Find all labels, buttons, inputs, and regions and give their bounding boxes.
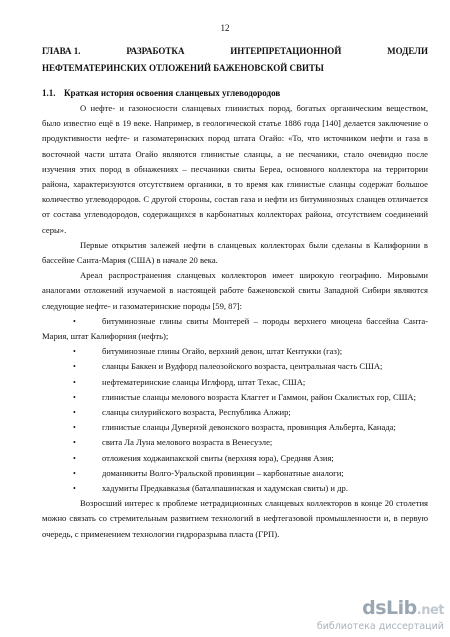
paragraph: О нефте- и газоносности сланцевых глинистых пород, богатых органическим веществом, было известно ещё в 19 веке. Например, в геологической статье 1886 года [140] делается заключение о продуктивности нефте- и газоматеринских пород штата Огайо: «То, что источником нефти и газа в восточной части штата Огайо являются глинистые сланцы, а не песчаники, стало очевидно после изучения этих пород в обнажениях – песчаники свиты Береа, основного коллектора на территории района, характеризуются отсутствием органики, в то время как глинистые сланцы содержат большое количество углеводородов. С другой стороны, состав газа и нефти из битуминозных сланцев отличается от состава углеводородов, содержащихся в карбонатных коллекторах района, отсутствием соединений серы». bbox=[42, 103, 428, 235]
list-item-text: глинистые сланцы Дувернэй девонского возраста, провинция Альберта, Канада; bbox=[102, 422, 396, 433]
list-item-text: свита Ла Луна мелового возраста в Венесуэле; bbox=[102, 437, 273, 448]
list-item bbox=[42, 466, 428, 481]
list-item-text: хадумиты Предкавказья (баталпашинская и хадумская свиты) и др. bbox=[102, 483, 348, 494]
bullet-icon: • bbox=[73, 377, 76, 387]
list-item-text: битуминозные глины Огайо, верхний девон, штат Кентукки (газ); bbox=[102, 346, 343, 357]
section-heading bbox=[42, 88, 280, 98]
list-item bbox=[42, 314, 428, 344]
bullet-icon: • bbox=[73, 392, 76, 402]
bullet-icon: • bbox=[73, 423, 76, 433]
paragraph: Первые открытия залежей нефти в сланцевых коллекторах были сделаны в Калифорнии в бассейне Санта-Мария (США) в начале 20 века. bbox=[42, 239, 428, 266]
body-text bbox=[42, 101, 428, 542]
list-item-text: глинистые сланцы мелового возраста Клаггет и Гаммон, район Скалистых гор, США; bbox=[102, 391, 417, 402]
list-item bbox=[42, 420, 428, 435]
chapter-title-word: ИНТЕРПРЕТАЦИОННОЙ bbox=[230, 46, 342, 56]
list-item-text: отложения ходжаипакской свиты (верхняя юра), Средняя Азия; bbox=[102, 452, 334, 463]
list-item bbox=[42, 375, 428, 390]
chapter-title-word: РАЗРАБОТКА bbox=[126, 46, 185, 56]
logo-suffix-text: .net bbox=[416, 603, 444, 618]
bullet-icon: • bbox=[73, 438, 76, 448]
list-item bbox=[42, 390, 428, 405]
chapter-heading-line2: НЕФТЕМАТЕРИНСКИХ ОТЛОЖЕНИЙ БАЖЕНОВСКОЙ СВИТЫ bbox=[42, 63, 324, 73]
list-item-text: сланцы Баккен и Вудфорд палеозойского возраста, центральная часть США; bbox=[102, 361, 383, 372]
bullet-icon: • bbox=[73, 484, 76, 494]
paragraph: Возросший интерес к проблеме нетрадиционных сланцевых коллекторов в конце 20 столетия можно связать со стремительным развитием технологий в нефтегазовой промышленности и, в первую очередь, с применением технологии гидроразрыва пласта (ГРП). bbox=[42, 498, 428, 539]
list-item bbox=[42, 359, 428, 374]
bullet-icon: • bbox=[73, 408, 76, 418]
chapter-heading-line1 bbox=[42, 46, 428, 56]
bullet-icon: • bbox=[73, 468, 76, 478]
list-item bbox=[42, 481, 428, 496]
list-item bbox=[42, 451, 428, 466]
section-number: 1.1. bbox=[42, 88, 56, 98]
watermark-subtitle: библиотека диссертаций bbox=[316, 621, 444, 632]
page-number: 12 bbox=[220, 23, 230, 33]
chapter-title-word: МОДЕЛИ bbox=[387, 46, 428, 56]
list-item-text: битуминозные глины свиты Монтерей – породы верхнего миоцена бассейна Санта-Мария, штат Калифорния (нефть); bbox=[42, 315, 428, 342]
list-item-text: нефтематеринские сланцы Иглфорд, штат Техас, США; bbox=[102, 376, 306, 387]
site-watermark bbox=[314, 597, 444, 635]
bullet-icon: • bbox=[73, 347, 76, 357]
bullet-icon: • bbox=[73, 316, 76, 326]
list-item-text: сланцы силурийского возраста, Республика Алжир; bbox=[102, 407, 291, 418]
bullet-icon: • bbox=[73, 453, 76, 463]
list-item bbox=[42, 405, 428, 420]
bullet-icon: • bbox=[73, 362, 76, 372]
section-title: Краткая история освоения сланцевых углеводородов bbox=[64, 88, 281, 98]
list-item bbox=[42, 344, 428, 359]
logo-main-text: dsLib bbox=[362, 597, 417, 619]
list-item-text: доманикиты Волго-Уральской провинции – карбонатные аналоги; bbox=[102, 467, 344, 478]
list-item bbox=[42, 435, 428, 450]
dslib-logo bbox=[362, 597, 444, 619]
chapter-number: ГЛАВА 1. bbox=[42, 46, 81, 56]
paragraph: Ареал распространения сланцевых коллекторов имеет широкую географию. Мировыми аналогами отложений изучаемой в настоящей работе баженовской свиты Западной Сибири являются следующие нефте- и газоматеринские породы [59, 87]: bbox=[42, 270, 428, 311]
